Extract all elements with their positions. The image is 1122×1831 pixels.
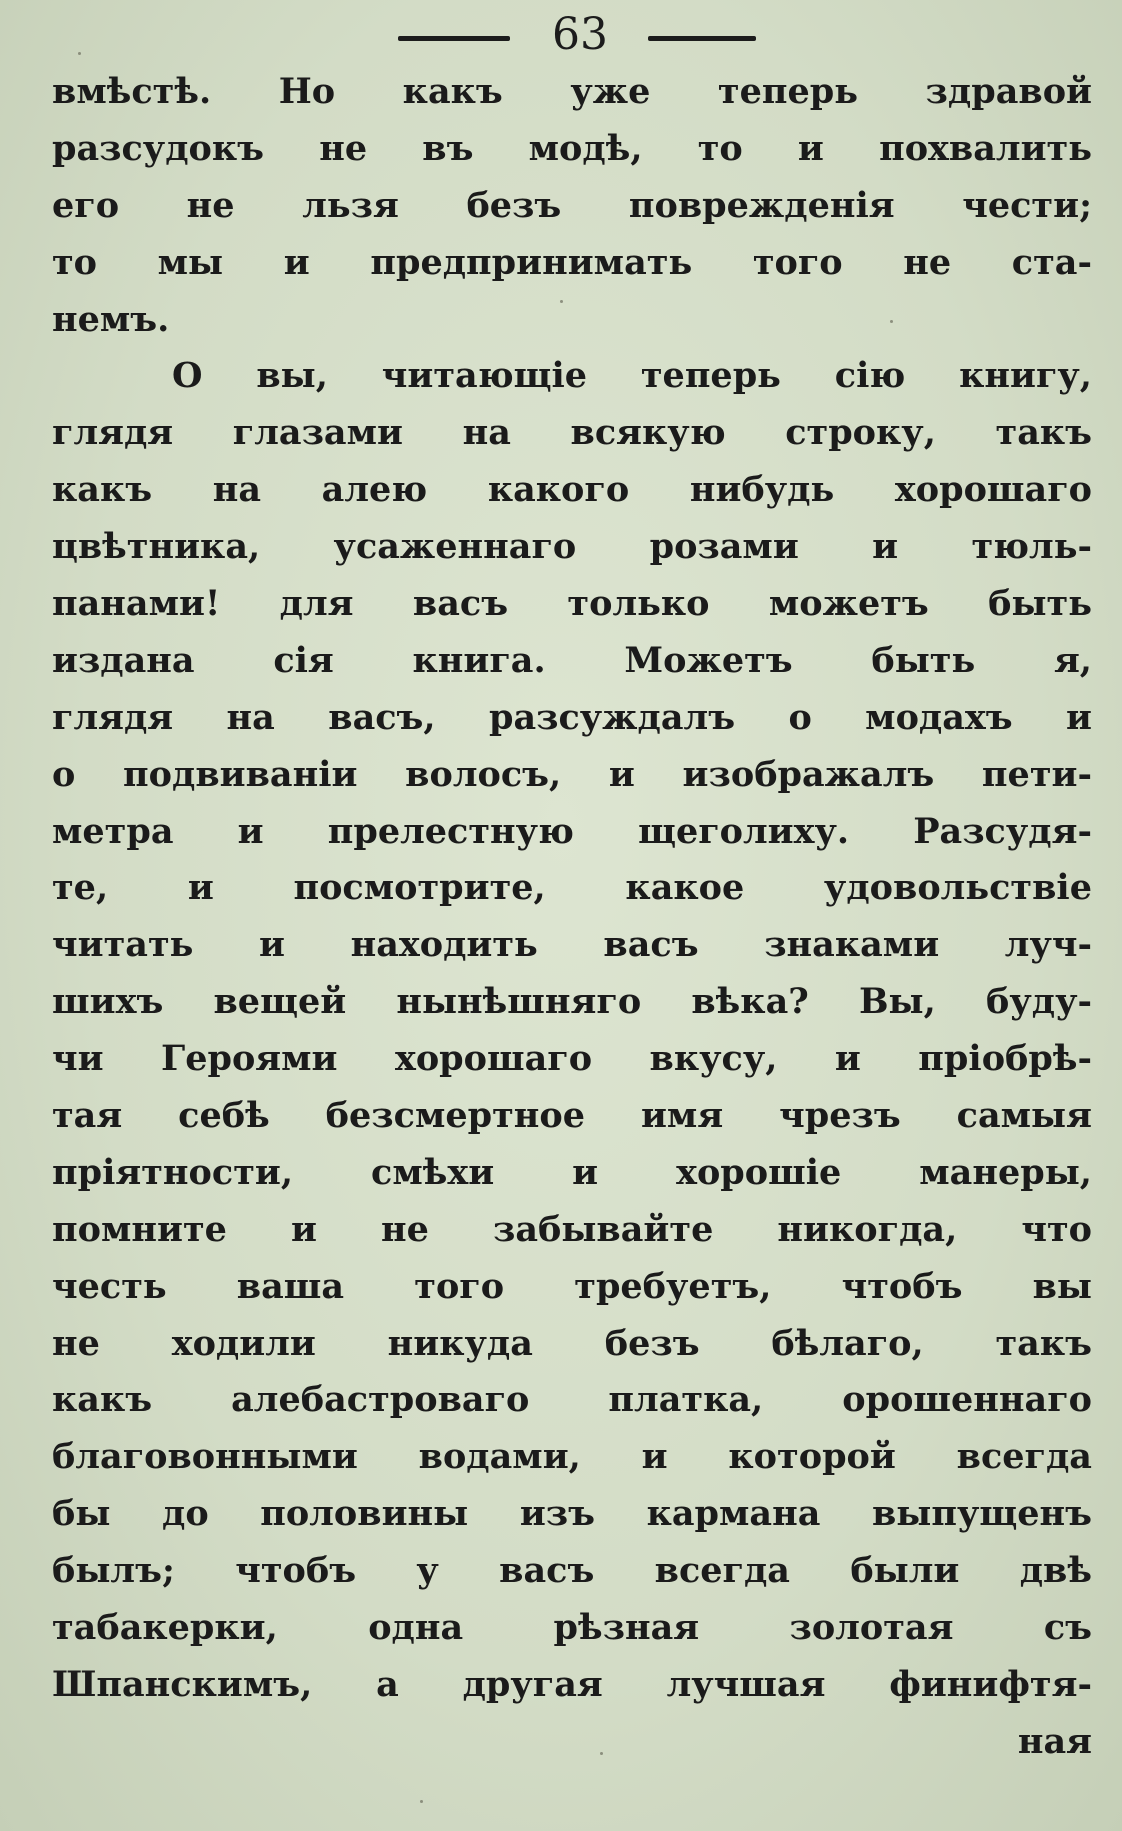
text-line: глядя глазами на всякую строку, такъ	[52, 412, 1092, 454]
text-line: пріятности, смѣхи и хорошіе манеры,	[52, 1151, 1092, 1193]
text-line: тая себѣ безсмертное имя чрезъ самыя	[52, 1095, 1092, 1137]
paper-speck	[420, 1800, 423, 1803]
paper-speck	[600, 1752, 603, 1755]
text-line: честь ваша того требуетъ, чтобъ вы	[52, 1265, 1092, 1307]
paper-speck	[560, 300, 563, 303]
text-line: издана сія книга. Можетъ быть я,	[52, 639, 1092, 681]
header-rule-right	[648, 36, 756, 41]
text-line: его не льзя безъ поврежденія чести;	[52, 184, 1092, 226]
text-line: помните и не забывайте никогда, что	[52, 1208, 1092, 1250]
text-line: разсудокъ не въ модѣ, то и похвалить	[52, 127, 1092, 169]
text-line: метра и прелестную щеголиху. Разсудя-	[52, 810, 1092, 852]
paper-speck	[78, 52, 81, 55]
text-line: о подвиваніи волосъ, и изображалъ пети-	[52, 753, 1092, 795]
paper-speck	[890, 320, 893, 323]
text-line: какъ алебастроваго платка, орошеннаго	[52, 1379, 1092, 1421]
catchword-line: ная	[1017, 1720, 1092, 1762]
header-rule-left	[398, 36, 510, 41]
text-line: не ходили никуда безъ бѣлаго, такъ	[52, 1322, 1092, 1364]
text-line: читать и находить васъ знаками луч-	[52, 924, 1092, 966]
text-line: глядя на васъ, разсуждалъ о модахъ и	[52, 696, 1092, 738]
text-line: благовонными водами, и которой всегда	[52, 1436, 1092, 1478]
text-line: табакерки, одна рѣзная золотая съ	[52, 1607, 1092, 1649]
text-line: какъ на алею какого нибудь хорошаго	[52, 469, 1092, 511]
text-line: те, и посмотрите, какое удовольствіе	[52, 867, 1092, 909]
text-line: панами! для васъ только можетъ быть	[52, 583, 1092, 625]
text-line: шихъ вещей нынѣшняго вѣка? Вы, буду-	[52, 981, 1092, 1023]
page-header	[0, 6, 1122, 64]
text-line: былъ; чтобъ у васъ всегда были двѣ	[52, 1550, 1092, 1592]
text-line: то мы и предпринимать того не ста-	[52, 241, 1092, 283]
paragraph-start-line: О вы, читающіе теперь сію книгу,	[172, 355, 1092, 397]
text-line: немъ.	[52, 298, 170, 340]
text-line: бы до половины изъ кармана выпущенъ	[52, 1493, 1092, 1535]
text-line: вмѣстѣ. Но какъ уже теперь здравой	[52, 71, 1092, 112]
text-line: Шпанскимъ, а другая лучшая финифтя-	[52, 1663, 1092, 1705]
page-number: 63	[552, 9, 608, 60]
text-line: чи Героями хорошаго вкусу, и пріобрѣ-	[52, 1038, 1092, 1080]
text-line: цвѣтника, усаженнаго розами и тюль-	[52, 526, 1092, 568]
body-text	[52, 64, 1092, 1771]
